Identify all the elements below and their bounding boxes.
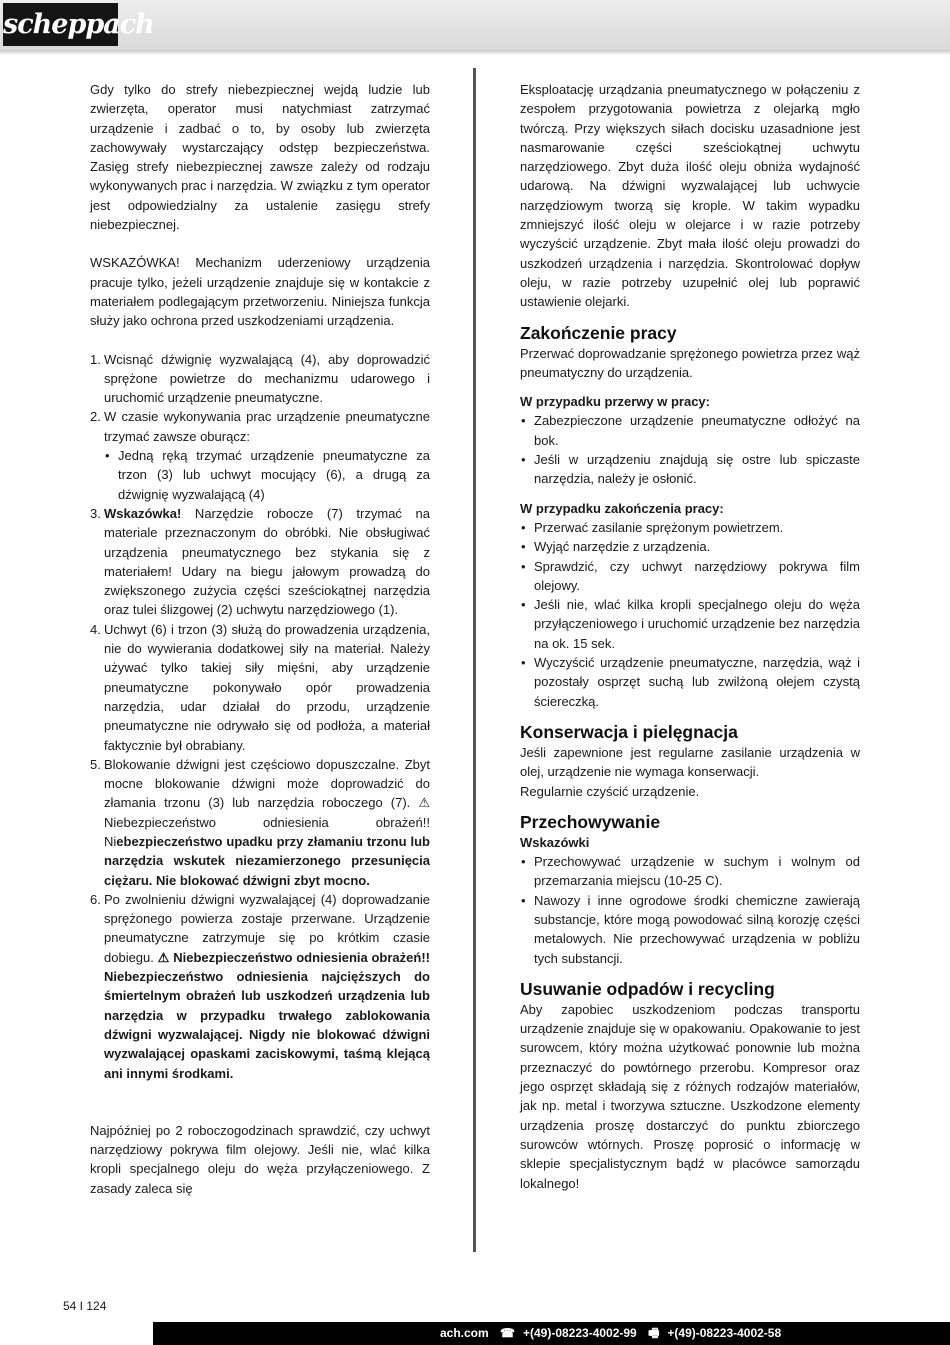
website-link[interactable]: ach.com [440, 1326, 489, 1340]
disposal-paragraph: Aby zapobiec uszkodzeniom podczas transportu urządzenie znajduje się w opakowaniu. Opakowanie to jest surowcem, który można użytkować ponownie lub można przeznaczyć do powtórnego przerobu. Kompresor oraz jego osprzęt składają się z różnych rodzajów materiałów, jak np. metal i tworzywa sztuczne. Uszkodzone elementy urządzenia proszę dostarczyć do punktu zbiorczego surowców wtórnych. Proszę poprosić o informację w sklepie specjalistycznym bądź w placówce samorządu lokalnego! [520, 1001, 860, 1191]
warning-icon: ⚠ [157, 949, 170, 965]
phone-icon: ☎ [500, 1326, 515, 1340]
heading-tips: Wskazówki [520, 834, 590, 850]
page-header [0, 0, 950, 51]
step-2-bullet: • Jedną ręką trzymać urządzenie pneumatyczne za trzon (3) lub uchwyt mocujący (6), a drugą za dźwignię wyzwalającą (4) [104, 446, 430, 504]
header-shadow-rule [0, 50, 950, 55]
list-item: • Wyjąć narzędzie z urządzenia. [520, 537, 860, 556]
footer-bar [0, 1322, 950, 1345]
operation-steps-list [90, 350, 430, 1083]
step-4-text: Uchwyt (6) i trzon (3) służą do prowadzenia urządzenia, nie do wywierania dodatkowej siły na materiał. Należy używać tylko takiej siły mięśni, aby urządzenie pneumatyczne pokonywało opór prowadzenia narzędzia, udar działał do przodu, urządzenie pneumatyczne nie odrywało się od podłoża, a materiał faktycznie był obrabiany. [104, 621, 430, 753]
step-6: 6. Po zwolnieniu dźwigni wyzwalającej (4) doprowadzanie sprężonego powierza zostaje przerwane. Urządzenie pneumatyczne zatrzymuje się po krótkim czasie dobiegu. ⚠ Niebezpieczeństwo odniesienia obrażeń!! Niebezpieczeństwo odniesienia najcięższych do śmiertelnym obrażeń lub uszkodzeń urządzenia lub narzędzia w przypadku trwałego zablokowania dźwigni wyzwalającej. Nigdy nie blokować dźwigni wyzwalającej opaskami zaciskowymi, taśmą klejącą ani innymi środkami. [90, 891, 430, 1081]
list-item: • Przerwać zasilanie sprężonym powietrzem. [520, 518, 860, 537]
step-4: 4. Uchwyt (6) i trzon (3) służą do prowadzenia urządzenia, nie do wywierania dodatkowej siły na materiał. Należy używać tylko takiej siły mięśni, aby urządzenie pneumatyczne pokonywało opór prowadzenia narzędzia, udar działał do przodu, urządzenie pneumatyczne nie odrywało się od podłoża, a materiał faktycznie był obrabiany. [90, 621, 430, 753]
footer-white-block [0, 1322, 153, 1345]
heading-end-of-work: Zakończenie pracy [520, 322, 677, 343]
list-item: • Jeśli w urządzeniu znajdują się ostre lub spiczaste narzędzia, należy je osłonić. [520, 450, 860, 489]
danger-zone-paragraph: Gdy tylko do strefy niebezpiecznej wejdą ludzie lub zwierzęta, operator musi natychmiast zatrzymać urządzenie i zadbać o to, by osoby lub zwierzęta zachowywały wystarczający odstęp bezpieczeństwa. Zasięg strefy niebezpiecznej zawsze zależy od rodzaju wykonywanych prac i narzędzia. W związku z tym operator jest odpowiedzialny za ustalenie zasięgu strefy niebezpiecznej. [90, 82, 430, 233]
step-1-text: Wcisnąć dźwignię wyzwalającą (4), aby doprowadzić sprężone powietrze do mechanizmu udarowego i uruchomić urządzenie pneumatyczne. [104, 351, 430, 406]
finish-work-list [520, 518, 860, 711]
left-column [90, 80, 430, 1198]
list-item: • Przechowywać urządzenie w suchym i wolnym od przemarzania miejscu (10-25 C). [520, 852, 860, 891]
maintenance-cleaning-line: Regularnie czyścić urządzenie. [520, 783, 700, 799]
work-break-list [520, 411, 860, 488]
step-5-warning: Niebezpieczeństwo odniesienia obrażeń!! Ni [104, 814, 430, 849]
warning-icon: ⚠ [418, 795, 430, 811]
fax-number: +(49)-08223-4002-58 [667, 1326, 782, 1340]
end-of-work-paragraph: Przerwać doprowadzanie sprężonego powietrza przez wąż pneumatyczny do urządzenia. [520, 345, 860, 380]
heading-work-break: W przypadku przerwy w pracy: [520, 394, 710, 410]
list-item: • Sprawdzić, czy uchwyt narzędziowy pokrywa film olejowy. [520, 557, 860, 596]
column-divider [473, 68, 476, 1252]
maintenance-paragraph: Jeśli zapewnione jest regularne zasilanie urządzenia w olej, urządzenie nie wymaga konserwacji. [520, 744, 860, 780]
fax-icon: 🖷 [648, 1326, 660, 1340]
list-item: • Nawozy i inne ogrodowe środki chemiczne zawierają substancje, które mogą powodować silną korozję części metalowych. Nie przechowywać urządzenia w pobliżu tych substancji. [520, 891, 860, 968]
step-1: 1. Wcisnąć dźwignię wyzwalającą (4), aby doprowadzić sprężone powietrze do mechanizmu udarowego i uruchomić urządzenie pneumatyczne. [90, 351, 430, 406]
heading-finish-work: W przypadku zakończenia pracy: [520, 500, 724, 516]
heading-disposal: Usuwanie odpadów i recycling [520, 978, 775, 999]
footer-contact [440, 1322, 789, 1345]
step-6-warning-bold: Niebezpieczeństwo odniesienia obrażeń!! Niebezpieczeństwo odniesienia najcięższych do śmiertelnym obrażeń lub uszkodzeń urządzenia lub narzędzia w przypadku trwałego zablokowania dźwigni wyzwalającej. Nigdy nie blokować dźwigni wyzwalającej opaskami zaciskowymi, taśmą klejącą ani innymi środkami. [104, 949, 430, 1081]
note-paragraph: WSKAZÓWKA! Mechanizm uderzeniowy urządzenia pracuje tylko, jeżeli urządzenie znajduje się w kontakcie z materiałem podlegającym przetworzeniu. Niniejsza funkcja służy jako ochrona przed uszkodzeniami urządzenia. [90, 255, 430, 329]
step-5-text: Blokowanie dźwigni jest częściowo dopuszczalne. Zbyt mocne blokowanie dźwigni może doprowadzić do złamania trzonu (3) lub narzędzia roboczego (7). [104, 756, 430, 811]
step-3-note-label: Wskazówka! [104, 505, 182, 521]
step-2-text: W czasie wykonywania prac urządzenie pneumatyczne trzymać zawsze oburącz: [104, 409, 430, 444]
list-item: • Jeśli nie, wlać kilka kropli specjalnego oleju do węża przyłączeniowego i uruchomić urządzenie bez narzędzia na ok. 15 sek. [520, 595, 860, 653]
step-3-text: Narzędzie robocze (7) trzymać na materiale przeznaczonym do obróbki. Nie obsługiwać urządzenia pneumatycznego bez stykania się z materiałem! Udary na biegu jałowym prowadzą do zwiększonego zużycia części sześciokątnej narzędzia oraz tulei ślizgowej (2) uchwytu narzędziowego (1). [104, 505, 430, 618]
step-3: 3. Wskazówka! Narzędzie robocze (7) trzymać na materiale przeznaczonym do obróbki. Nie obsługiwać urządzenia pneumatycznego bez stykania się z materiałem! Udary na biegu jałowym prowadzą do zwiększonego zużycia części sześciokątnej narzędzia oraz tulei ślizgowej (2) uchwytu narzędziowego (1). [90, 505, 430, 618]
oiler-paragraph: Eksploatację urządzania pneumatycznego w połączeniu z zespołem przygotowania powietrza z olejarką mgło twórczą. Przy większych siłach docisku uzasadnione jest nasmarowanie części sześciokątnej uchwytu narzędziowego. Zbyt duża ilość oleju obniża wydajność udarową. Na dźwigni wyzwalającej lub uchwycie narzędziowym tworzą się krople. W takim wypadku zmniejszyć ilość oleju w olejarce i w razie potrzeby wyczyścić urządzenie. Zbyt mała ilość oleju prowadzi do uszkodzeń urządzenia i narzędzia. Skontrolować dopływ oleju, w razie potrzeby uzupełnić olej lub poprawić ustawienie olejarki. [520, 82, 860, 310]
step-5-warning-bold: ebezpieczeństwo upadku przy złamaniu trzonu lub narzędzia wskutek niezamierzonego przesunięcia ciężaru. Nie blokować dźwigni zbyt mocno. [104, 833, 430, 888]
lubrication-paragraph: Najpóźniej po 2 roboczogodzinach sprawdzić, czy uchwyt narzędziowy pokrywa film olejowy. Jeśli nie, wlać kilka kropli specjalnego oleju do węża przyłączeniowego. Z zasady zaleca się [90, 1122, 430, 1196]
list-item: • Wyczyścić urządzenie pneumatyczne, narzędzia, wąż i pozostały osprzęt suchą lub zwilżoną ołejem czystą ściereczką. [520, 653, 860, 711]
heading-maintenance: Konserwacja i pielęgnacja [520, 721, 738, 742]
storage-list [520, 852, 860, 968]
list-item: • Zabezpieczone urządzenie pneumatyczne odłożyć na bok. [520, 411, 860, 450]
scheppach-logo: scheppach [3, 3, 118, 46]
heading-storage: Przechowywanie [520, 811, 661, 832]
step-6-text: Po zwolnieniu dźwigni wyzwalającej (4) doprowadzanie sprężonego powierza zostaje przerwane. Urządzenie pneumatyczne zatrzymuje się po krótkim czasie dobiegu. [104, 891, 430, 965]
right-column [520, 80, 860, 1193]
step-5: 5. Blokowanie dźwigni jest częściowo dopuszczalne. Zbyt mocne blokowanie dźwigni może doprowadzić do złamania trzonu (3) lub narzędzia roboczego (7). ⚠ Niebezpieczeństwo odniesienia obrażeń!! Niebezpieczeństwo upadku przy złamaniu trzonu lub narzędzia wskutek niezamierzonego przesunięcia ciężaru. Nie blokować dźwigni zbyt mocno. [90, 756, 430, 888]
step-2: 2. W czasie wykonywania prac urządzenie pneumatyczne trzymać zawsze oburącz: • Jedną ręką trzymać urządzenie pneumatyczne za trzon (3) lub uchwyt mocujący (6), a drugą za dźwignię wyzwalającą (4) [90, 407, 430, 503]
phone-number: +(49)-08223-4002-99 [522, 1326, 637, 1340]
step-2-bullets [104, 446, 430, 504]
page-number: 54 I 124 [63, 1299, 107, 1313]
